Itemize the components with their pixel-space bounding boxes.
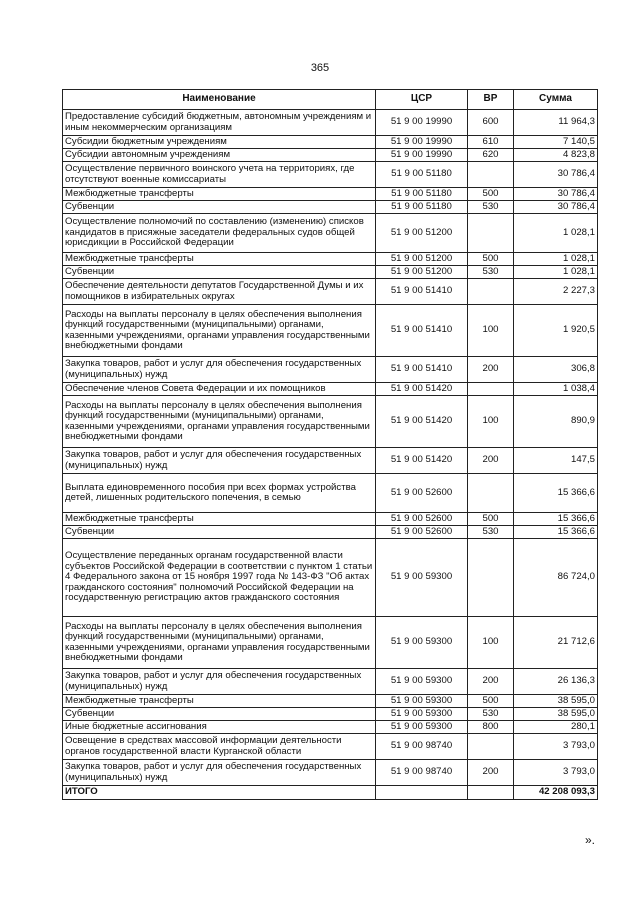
row-vr-cell bbox=[468, 214, 514, 253]
row-name-cell: Закупка товаров, работ и услуг для обеспечения государственных (муниципальных) нужд bbox=[63, 357, 376, 383]
header-csr: ЦСР bbox=[376, 90, 468, 110]
row-sum-cell: 26 136,3 bbox=[514, 669, 598, 695]
table-row bbox=[63, 149, 598, 162]
table-row bbox=[63, 305, 598, 357]
table-row bbox=[63, 695, 598, 708]
row-sum-cell: 30 786,4 bbox=[514, 188, 598, 201]
row-sum-cell: 30 786,4 bbox=[514, 201, 598, 214]
row-name-cell: Субсидии бюджетным учреждениям bbox=[63, 136, 376, 149]
row-sum-cell: 890,9 bbox=[514, 396, 598, 448]
row-name-cell: Межбюджетные трансферты bbox=[63, 253, 376, 266]
row-vr-cell: 500 bbox=[468, 695, 514, 708]
table-row bbox=[63, 474, 598, 513]
row-sum-cell: 1 028,1 bbox=[514, 253, 598, 266]
row-vr-cell: 530 bbox=[468, 526, 514, 539]
row-csr-cell: 51 9 00 51200 bbox=[376, 214, 468, 253]
table-row bbox=[63, 357, 598, 383]
table-row bbox=[63, 513, 598, 526]
total-sum: 42 208 093,3 bbox=[514, 786, 598, 800]
row-csr-cell: 51 9 00 59300 bbox=[376, 669, 468, 695]
row-name-cell: Осуществление переданных органам государственной власти субъектов Российской Федерации в соответствии с пунктом 1 статьи 4 Федерального закона от 15 ноября 1997 года № 143-ФЗ "Об актах гражданского состояния" полномочий Российской Федерации на государственную регистрацию актов гражданского состояния bbox=[63, 539, 376, 617]
row-vr-cell: 200 bbox=[468, 760, 514, 786]
row-vr-cell: 200 bbox=[468, 448, 514, 474]
row-sum-cell: 21 712,6 bbox=[514, 617, 598, 669]
row-name-cell: Субвенции bbox=[63, 201, 376, 214]
row-csr-cell: 51 9 00 51410 bbox=[376, 305, 468, 357]
table-row bbox=[63, 760, 598, 786]
row-sum-cell: 30 786,4 bbox=[514, 162, 598, 188]
row-csr-cell: 51 9 00 19990 bbox=[376, 136, 468, 149]
row-csr-cell: 51 9 00 51200 bbox=[376, 266, 468, 279]
row-vr-cell: 600 bbox=[468, 110, 514, 136]
row-csr-cell: 51 9 00 51410 bbox=[376, 279, 468, 305]
table-row bbox=[63, 162, 598, 188]
row-name-cell: Закупка товаров, работ и услуг для обеспечения государственных (муниципальных) нужд bbox=[63, 448, 376, 474]
row-csr-cell: 51 9 00 59300 bbox=[376, 695, 468, 708]
row-sum-cell: 306,8 bbox=[514, 357, 598, 383]
row-csr-cell: 51 9 00 59300 bbox=[376, 539, 468, 617]
row-csr-cell: 51 9 00 52600 bbox=[376, 513, 468, 526]
total-vr-cell bbox=[468, 786, 514, 800]
row-vr-cell bbox=[468, 539, 514, 617]
row-name-cell: Межбюджетные трансферты bbox=[63, 695, 376, 708]
row-vr-cell bbox=[468, 383, 514, 396]
row-vr-cell: 530 bbox=[468, 201, 514, 214]
row-name-cell: Расходы на выплаты персоналу в целях обеспечения выполнения функций государственными (муниципальными) органами, казенными учреждениями, органами управления государственными внебюджетными фондами bbox=[63, 305, 376, 357]
row-csr-cell: 51 9 00 52600 bbox=[376, 526, 468, 539]
row-sum-cell: 280,1 bbox=[514, 721, 598, 734]
row-csr-cell: 51 9 00 51180 bbox=[376, 201, 468, 214]
row-csr-cell: 51 9 00 51420 bbox=[376, 396, 468, 448]
row-csr-cell: 51 9 00 51420 bbox=[376, 383, 468, 396]
row-name-cell: Закупка товаров, работ и услуг для обеспечения государственных (муниципальных) нужд bbox=[63, 669, 376, 695]
row-vr-cell: 530 bbox=[468, 266, 514, 279]
row-vr-cell bbox=[468, 734, 514, 760]
table-row bbox=[63, 448, 598, 474]
row-vr-cell: 530 bbox=[468, 708, 514, 721]
row-name-cell: Освещение в средствах массовой информации деятельности органов государственной власти Курганской области bbox=[63, 734, 376, 760]
row-vr-cell bbox=[468, 279, 514, 305]
row-name-cell: Субвенции bbox=[63, 526, 376, 539]
row-name-cell: Межбюджетные трансферты bbox=[63, 188, 376, 201]
row-csr-cell: 51 9 00 52600 bbox=[376, 474, 468, 513]
row-sum-cell: 15 366,6 bbox=[514, 513, 598, 526]
row-sum-cell: 1 920,5 bbox=[514, 305, 598, 357]
row-csr-cell: 51 9 00 98740 bbox=[376, 734, 468, 760]
row-name-cell: Осуществление полномочий по составлению (изменению) списков кандидатов в присяжные заседатели федеральных судов общей юрисдикции в Российской Федерации bbox=[63, 214, 376, 253]
table-row bbox=[63, 188, 598, 201]
table-row bbox=[63, 708, 598, 721]
row-sum-cell: 4 823,8 bbox=[514, 149, 598, 162]
table-row bbox=[63, 617, 598, 669]
row-name-cell: Субвенции bbox=[63, 708, 376, 721]
row-sum-cell: 15 366,6 bbox=[514, 474, 598, 513]
row-csr-cell: 51 9 00 51420 bbox=[376, 448, 468, 474]
row-name-cell: Осуществление первичного воинского учета на территориях, где отсутствуют военные комиссариаты bbox=[63, 162, 376, 188]
row-sum-cell: 38 595,0 bbox=[514, 695, 598, 708]
table-row bbox=[63, 110, 598, 136]
closing-quote: ». bbox=[585, 833, 596, 847]
row-csr-cell: 51 9 00 19990 bbox=[376, 110, 468, 136]
row-vr-cell: 610 bbox=[468, 136, 514, 149]
row-name-cell: Расходы на выплаты персоналу в целях обеспечения выполнения функций государственными (муниципальными) органами, казенными учреждениями, органами управления государственными внебюджетными фондами bbox=[63, 617, 376, 669]
row-csr-cell: 51 9 00 59300 bbox=[376, 721, 468, 734]
row-sum-cell: 3 793,0 bbox=[514, 734, 598, 760]
table-row bbox=[63, 279, 598, 305]
row-name-cell: Расходы на выплаты персоналу в целях обеспечения выполнения функций государственными (муниципальными) органами, казенными учреждениями, органами управления государственными внебюджетными фондами bbox=[63, 396, 376, 448]
table-row bbox=[63, 266, 598, 279]
row-sum-cell: 86 724,0 bbox=[514, 539, 598, 617]
row-sum-cell: 15 366,6 bbox=[514, 526, 598, 539]
row-csr-cell: 51 9 00 19990 bbox=[376, 149, 468, 162]
table-row bbox=[63, 136, 598, 149]
row-vr-cell: 100 bbox=[468, 617, 514, 669]
total-row bbox=[63, 786, 598, 800]
table-row bbox=[63, 526, 598, 539]
row-name-cell: Предоставление субсидий бюджетным, автономным учреждениям и иным некоммерческим организациям bbox=[63, 110, 376, 136]
row-vr-cell: 100 bbox=[468, 305, 514, 357]
total-label: ИТОГО bbox=[63, 786, 376, 800]
row-name-cell: Обеспечение деятельности депутатов Государственной Думы и их помощников в избирательных округах bbox=[63, 279, 376, 305]
row-csr-cell: 51 9 00 51180 bbox=[376, 188, 468, 201]
table-row bbox=[63, 201, 598, 214]
row-csr-cell: 51 9 00 59300 bbox=[376, 708, 468, 721]
row-vr-cell: 500 bbox=[468, 253, 514, 266]
row-vr-cell: 620 bbox=[468, 149, 514, 162]
table-header-row bbox=[63, 90, 598, 110]
row-vr-cell: 200 bbox=[468, 669, 514, 695]
row-name-cell: Межбюджетные трансферты bbox=[63, 513, 376, 526]
row-sum-cell: 1 028,1 bbox=[514, 266, 598, 279]
row-sum-cell: 147,5 bbox=[514, 448, 598, 474]
row-sum-cell: 2 227,3 bbox=[514, 279, 598, 305]
row-name-cell: Закупка товаров, работ и услуг для обеспечения государственных (муниципальных) нужд bbox=[63, 760, 376, 786]
table-row bbox=[63, 734, 598, 760]
row-csr-cell: 51 9 00 51200 bbox=[376, 253, 468, 266]
row-sum-cell: 7 140,5 bbox=[514, 136, 598, 149]
row-csr-cell: 51 9 00 59300 bbox=[376, 617, 468, 669]
row-name-cell: Иные бюджетные ассигнования bbox=[63, 721, 376, 734]
table-row bbox=[63, 396, 598, 448]
page-number: 365 bbox=[310, 62, 330, 74]
table-row bbox=[63, 539, 598, 617]
table-row bbox=[63, 669, 598, 695]
budget-table bbox=[62, 89, 598, 800]
row-name-cell: Субвенции bbox=[63, 266, 376, 279]
row-vr-cell: 100 bbox=[468, 396, 514, 448]
row-vr-cell: 500 bbox=[468, 188, 514, 201]
row-sum-cell: 1 038,4 bbox=[514, 383, 598, 396]
header-vr: ВР bbox=[468, 90, 514, 110]
table-row bbox=[63, 253, 598, 266]
row-name-cell: Выплата единовременного пособия при всех формах устройства детей, лишенных родительского попечения, в семью bbox=[63, 474, 376, 513]
row-csr-cell: 51 9 00 51180 bbox=[376, 162, 468, 188]
row-sum-cell: 1 028,1 bbox=[514, 214, 598, 253]
row-sum-cell: 3 793,0 bbox=[514, 760, 598, 786]
row-name-cell: Субсидии автономным учреждениям bbox=[63, 149, 376, 162]
table-row bbox=[63, 721, 598, 734]
row-csr-cell: 51 9 00 51410 bbox=[376, 357, 468, 383]
table-row bbox=[63, 214, 598, 253]
row-name-cell: Обеспечение членов Совета Федерации и их помощников bbox=[63, 383, 376, 396]
row-vr-cell bbox=[468, 474, 514, 513]
row-csr-cell: 51 9 00 98740 bbox=[376, 760, 468, 786]
row-vr-cell: 200 bbox=[468, 357, 514, 383]
total-csr-cell bbox=[376, 786, 468, 800]
row-sum-cell: 11 964,3 bbox=[514, 110, 598, 136]
row-vr-cell: 500 bbox=[468, 513, 514, 526]
table-row bbox=[63, 383, 598, 396]
header-sum: Сумма bbox=[514, 90, 598, 110]
header-name: Наименование bbox=[63, 90, 376, 110]
row-vr-cell: 800 bbox=[468, 721, 514, 734]
row-sum-cell: 38 595,0 bbox=[514, 708, 598, 721]
row-vr-cell bbox=[468, 162, 514, 188]
